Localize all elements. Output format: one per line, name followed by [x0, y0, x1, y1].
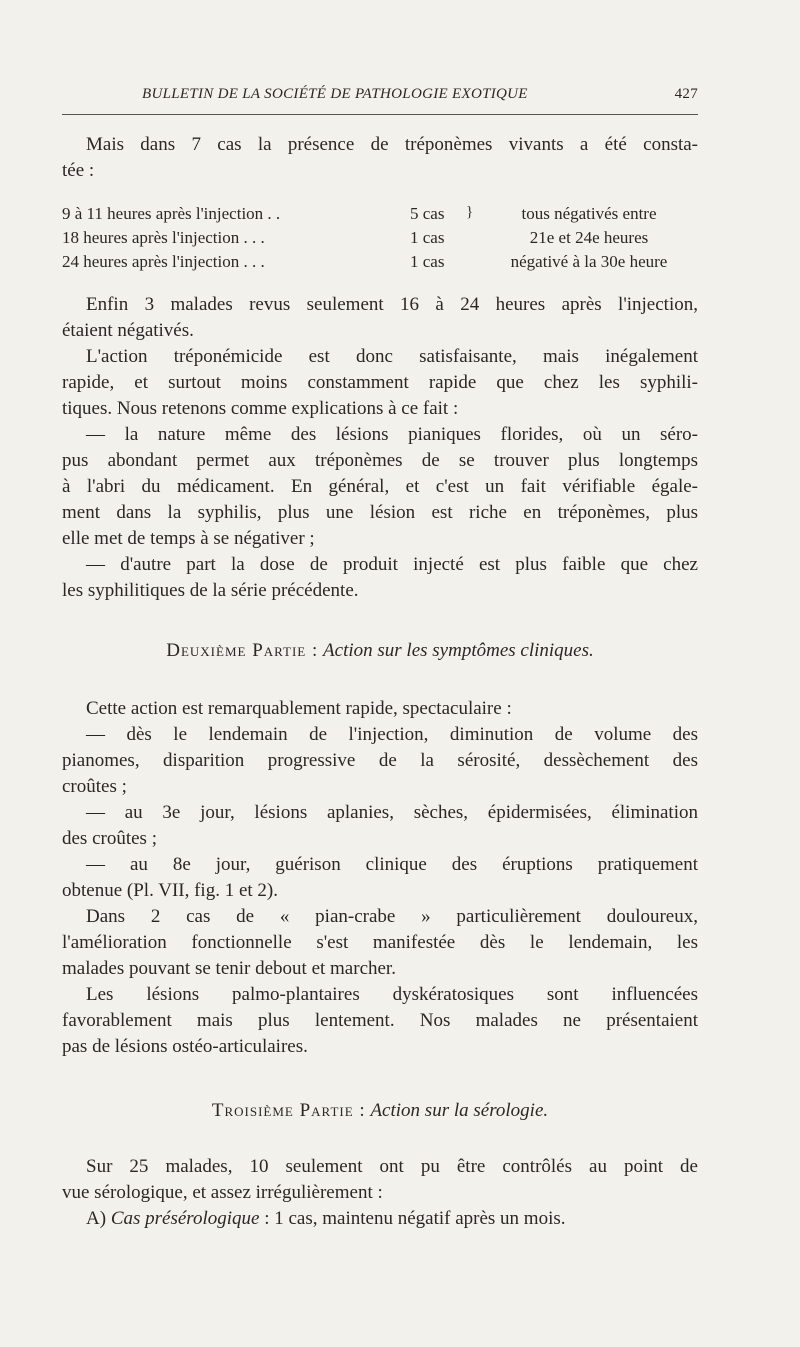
paragraph-line: Dans 2 cas de « pian-crabe » particulièrement douloureux, — [86, 906, 698, 927]
paragraph-line: croûtes ; — [62, 776, 127, 797]
paragraph-line: — d'autre part la dose de produit injecté est plus faible que chez — [86, 554, 698, 575]
page-number: 427 — [674, 86, 698, 102]
paragraph-line: Enfin 3 malades revus seulement 16 à 24 heures après l'injection, — [86, 294, 698, 315]
paragraph-line: pas de lésions ostéo-articulaires. — [62, 1036, 308, 1057]
paragraph-line: ment dans la syphilis, plus une lésion est riche en tréponèmes, plus — [62, 502, 698, 523]
paragraph-line: étaient négativés. — [62, 320, 194, 341]
case-text: : 1 cas, maintenu négatif après un mois. — [259, 1208, 566, 1229]
table-cell-result: négativé à la 30e heure — [510, 252, 668, 271]
table-brace: } — [466, 204, 474, 220]
table-cell-result: 21e et 24e heures — [529, 228, 649, 247]
paragraph-line: tée : — [62, 160, 95, 181]
paragraph-line: les syphilitiques de la série précédente. — [62, 580, 359, 601]
paragraph-line: Les lésions palmo-plantaires dyskératosiques sont influencées — [86, 984, 698, 1005]
paragraph-line: Sur 25 malades, 10 seulement ont pu être contrôlés au point de — [86, 1156, 698, 1177]
table-row — [62, 228, 702, 250]
paragraph-line: — la nature même des lésions pianiques florides, où un séro- — [86, 424, 698, 445]
table-cell-interval: 18 heures après l'injection . . . — [62, 228, 265, 247]
section-heading — [62, 640, 698, 662]
table-cell-count: 1 cas — [410, 252, 445, 271]
paragraph-line: elle met de temps à se négativer ; — [62, 528, 315, 549]
paragraph-line: obtenue (Pl. VII, fig. 1 et 2). — [62, 880, 278, 901]
table-row — [62, 252, 702, 274]
case-title: Cas présérologique — [110, 1208, 260, 1229]
journal-title: BULLETIN DE LA SOCIÉTÉ DE PATHOLOGIE EXOTIQUE — [142, 86, 528, 102]
running-header — [62, 86, 698, 108]
table-cell-count: 1 cas — [410, 228, 445, 247]
table-cell-result: tous négativés entre — [521, 204, 657, 223]
paragraph-line — [62, 1206, 698, 1232]
paragraph-line: pianomes, disparition progressive de la sérosité, dessèchement des — [62, 750, 698, 771]
paragraph-line: favorablement mais plus lentement. Nos malades ne présentaient — [62, 1010, 698, 1031]
section-title: Action sur la sérologie. — [370, 1100, 549, 1121]
table-cell-interval: 9 à 11 heures après l'injection . . — [62, 204, 281, 223]
paragraph-line: à l'abri du médicament. En général, et c'est un fait vérifiable égale- — [62, 476, 698, 497]
paragraph-line: L'action tréponémicide est donc satisfaisante, mais inégalement — [86, 346, 698, 367]
header-rule — [62, 114, 698, 115]
table-row — [62, 204, 702, 226]
section-label: Troisième Partie : — [211, 1100, 366, 1121]
paragraph-line: pus abondant permet aux tréponèmes de se trouver plus longtemps — [62, 450, 698, 471]
paragraph-line: — au 3e jour, lésions aplanies, sèches, épidermisées, élimination — [86, 802, 698, 823]
paragraph-line: Mais dans 7 cas la présence de tréponèmes vivants a été consta- — [86, 134, 698, 155]
paragraph-line: — dès le lendemain de l'injection, diminution de volume des — [86, 724, 698, 745]
table-cell-interval: 24 heures après l'injection . . . — [62, 252, 265, 271]
paragraph-line: des croûtes ; — [62, 828, 157, 849]
table-cell-count: 5 cas — [410, 204, 445, 223]
section-title: Action sur les symptômes cliniques. — [323, 640, 594, 661]
section-heading — [62, 1100, 698, 1122]
paragraph-line: — au 8e jour, guérison clinique des éruptions pratiquement — [86, 854, 698, 875]
paragraph-line: malades pouvant se tenir debout et marcher. — [62, 958, 396, 979]
paragraph-line: tiques. Nous retenons comme explications à ce fait : — [62, 398, 459, 419]
case-label: A) — [86, 1208, 107, 1229]
paragraph-line: Cette action est remarquablement rapide, spectaculaire : — [86, 698, 512, 719]
paragraph-line: l'amélioration fonctionnelle s'est manifestée dès le lendemain, les — [62, 932, 698, 953]
section-label: Deuxième Partie : — [166, 640, 319, 661]
paragraph-line: vue sérologique, et assez irrégulièrement : — [62, 1182, 383, 1203]
paragraph-line: rapide, et surtout moins constamment rapide que chez les syphili- — [62, 372, 698, 393]
